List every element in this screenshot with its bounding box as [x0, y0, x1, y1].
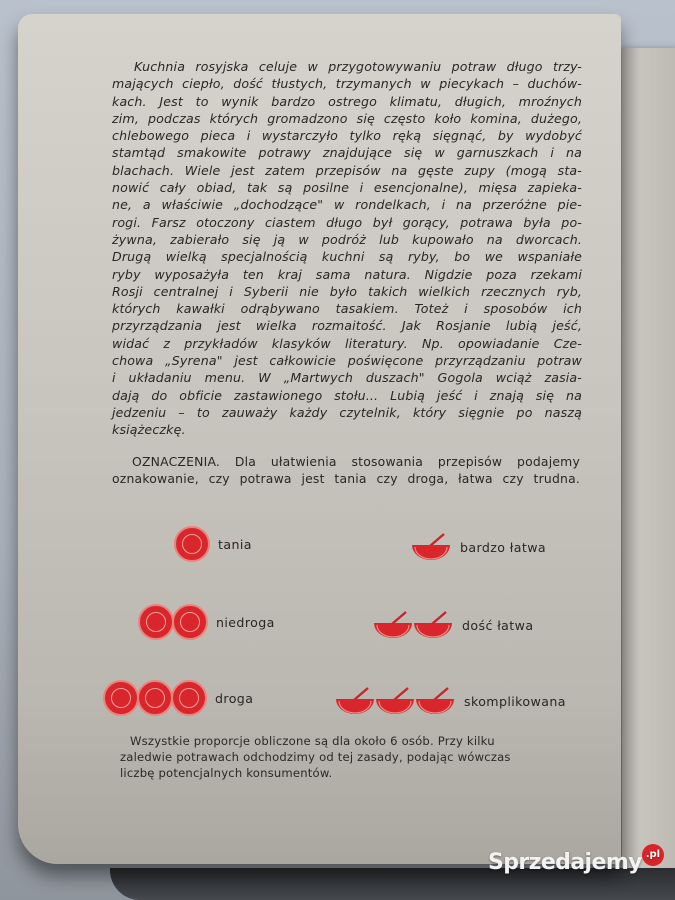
legend-label: niedroga	[216, 614, 275, 630]
legend-price-droga	[103, 680, 253, 716]
legend-price-niedroga	[138, 604, 275, 640]
text-line: Drugą wielką specjalnością kuchni są ryby, bo we wspaniałe	[112, 249, 582, 265]
text-line: żywna, zabierało się ją w podróż lub kupowało na dworcach.	[112, 231, 582, 247]
text-line: Rosji centralnej i Syberii nie było takich wielkich rzecznych ryb,	[112, 283, 582, 299]
text-line: ne, a właściwie „dochodzące" w rondelkach, i na przeróżne pie-	[112, 197, 582, 213]
facing-page-edge	[622, 48, 675, 878]
portion-note	[120, 733, 580, 781]
text-line: chowa „Syrena" jest całkowicie poświęcone przyrządzaniu potraw	[112, 353, 582, 369]
red-coin-icon	[172, 604, 208, 640]
legend-difficulty-skomplikowana	[334, 686, 566, 716]
text-line: dają do obficie zastawionego stołu... Lubią jeść i znają się na	[112, 387, 582, 403]
legend-label: skomplikowana	[464, 693, 566, 709]
text-line: rogi. Farsz otoczony ciastem długo był gorący, potrawa była po-	[112, 214, 582, 230]
text-line: książeczkę.	[112, 422, 186, 438]
legend-intro	[112, 453, 580, 487]
red-coin-icon	[137, 680, 173, 716]
legend-label: droga	[215, 690, 254, 706]
red-coin-icon	[174, 526, 210, 562]
text-line: stamtąd smakowite potrawy znajdujące się w garnuszkach i na	[112, 145, 582, 161]
text-line: zim, podczas których gromadzono się często koło komina, dużego,	[112, 110, 582, 126]
legend-price-tania	[174, 526, 252, 562]
red-bowl-icon	[414, 686, 456, 716]
text-line: OZNACZENIA. Dla ułatwienia stosowania przepisów podajemy	[132, 454, 580, 469]
text-line: jedzeniu – to zauważy każdy czytelnik, który sięgnie po naszą	[112, 404, 582, 420]
text-line: liczbę potencjalnych konsumentów.	[120, 766, 333, 780]
text-line: których kawałki odrąbywano tasakiem. Toteż i sposobów ich	[112, 301, 582, 317]
red-bowl-icon	[412, 610, 454, 640]
text-line: Wszystkie proporcje obliczone są dla około 6 osób. Przy kilku	[130, 734, 495, 748]
red-bowl-icon	[410, 532, 452, 562]
legend-difficulty-dosc-latwa	[372, 610, 533, 640]
watermark-text: Sprzedajemy	[488, 850, 642, 875]
red-coin-icon	[103, 680, 139, 716]
text-line: Kuchnia rosyjska celuje w przygotowywaniu potraw długo trzy-	[134, 59, 582, 74]
text-line: zaledwie potrawach odchodzimy od tej zasady, podając wówczas	[120, 750, 511, 764]
red-bowl-icon	[372, 610, 414, 640]
red-bowl-icon	[334, 686, 376, 716]
legend-difficulty-bardzo-latwa	[410, 532, 546, 562]
text-line: ryby wyposażyła ten kraj sama natura. Nigdzie poza rzekami	[112, 266, 582, 282]
legend-label: bardzo łatwa	[460, 539, 547, 555]
red-coin-icon	[171, 680, 207, 716]
legend-label: tania	[218, 536, 252, 552]
sprzedajemy-watermark	[488, 849, 661, 875]
text-line: nowić cały obiad, tak są posilne i esencjonalne), mięsa zapieka-	[112, 180, 582, 196]
text-line: i układaniu menu. W „Martwych duszach" Gogola wciąż zasia-	[112, 370, 582, 386]
text-line: oznakowanie, czy potrawa jest tania czy droga, łatwa czy trudna.	[112, 471, 580, 486]
red-bowl-icon	[374, 686, 416, 716]
intro-paragraph	[112, 58, 582, 439]
text-line: przyrządzania jest wielka rozmaitość. Jak Rosjanie lubią jeść,	[112, 318, 582, 334]
red-coin-icon	[138, 604, 174, 640]
text-line: widać z przykładów klasyków literatury. Np. opowiadanie Cze-	[112, 335, 582, 351]
text-line: blachach. Wiele jest zatem przepisów na gęste zupy (mogą sta-	[112, 162, 582, 178]
watermark-pl-badge: .pl	[642, 844, 664, 866]
legend-label: dość łatwa	[462, 617, 534, 633]
text-line: kach. Jest to wynik bardzo ostrego klimatu, długich, mroźnych	[112, 93, 582, 109]
text-line: mających ciepło, dość tłustych, trzymanych w piecykach – duchów-	[112, 76, 582, 92]
text-line: chlebowego pieca i wystarczyło tylko ręką sięgnąć, by wydobyć	[112, 128, 582, 144]
